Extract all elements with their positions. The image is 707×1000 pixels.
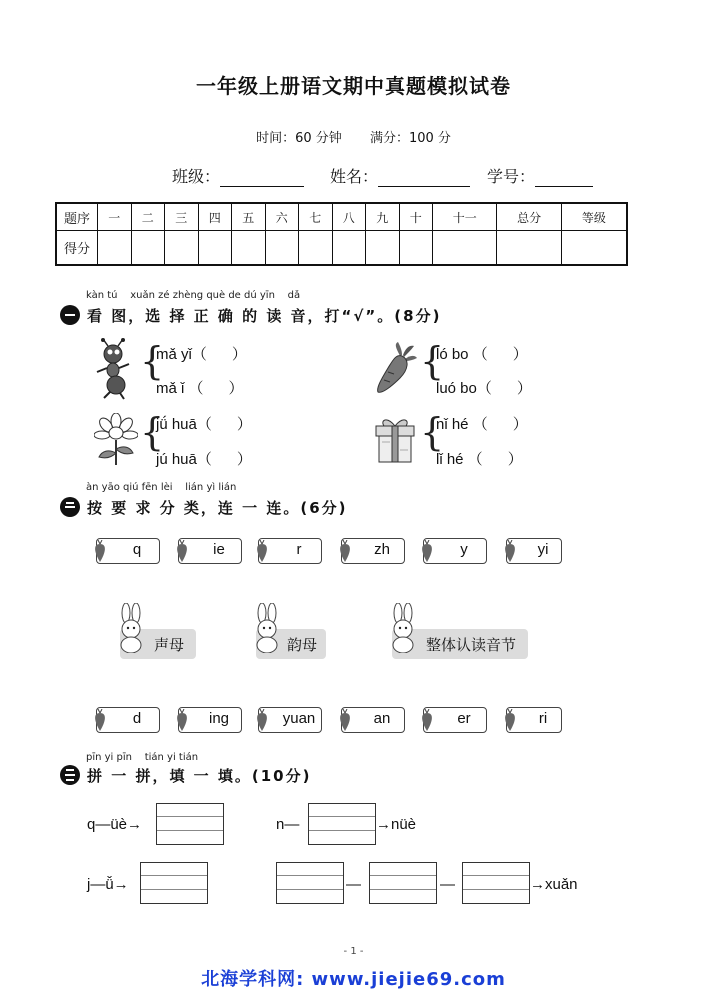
- carrot-icon: [91, 540, 109, 562]
- card-label: er: [457, 710, 471, 727]
- col-head: 五: [232, 203, 266, 231]
- pinyin-card[interactable]: [341, 538, 405, 564]
- carrot-icon: [501, 540, 519, 562]
- section1-title: 看 图，选 择 正 确 的 读 音，打“√”。(8分): [87, 307, 442, 325]
- bunny-icon: [388, 603, 418, 653]
- option[interactable]: mǎ ǐ （ ）: [156, 380, 244, 397]
- id-label: 学号：: [487, 167, 536, 186]
- pinyin-card[interactable]: [96, 707, 160, 733]
- score-cell[interactable]: [366, 231, 400, 266]
- col-head: 十一: [433, 203, 497, 231]
- score-cell[interactable]: [198, 231, 232, 266]
- pinyin-card[interactable]: [258, 707, 322, 733]
- carrot-icon: [336, 709, 354, 731]
- category-finals[interactable]: [256, 629, 326, 659]
- score-cell[interactable]: [561, 231, 627, 266]
- exercise-result: →xuǎn: [530, 876, 578, 893]
- col-head: 十: [399, 203, 433, 231]
- score-cell[interactable]: [265, 231, 299, 266]
- full-score-label: 满分：100 分: [369, 131, 451, 146]
- card-label: yi: [537, 541, 549, 558]
- score-cell[interactable]: [165, 231, 199, 266]
- site-link[interactable]: 北海学科网: www.jiejie69.com: [201, 969, 506, 990]
- carrot-icon: [374, 342, 418, 396]
- score-table: [55, 202, 628, 266]
- class-label: 班级：: [172, 167, 221, 186]
- score-cell[interactable]: [497, 231, 561, 266]
- exam-meta: [0, 127, 707, 146]
- card-label: r: [296, 541, 302, 558]
- section2-title: 按 要 求 分 类，连 一 连。(6分): [87, 499, 348, 517]
- brace-icon: {: [420, 410, 445, 454]
- answer-box[interactable]: [156, 803, 224, 845]
- card-label: y: [460, 541, 468, 558]
- pinyin-card[interactable]: [341, 707, 405, 733]
- answer-box[interactable]: [276, 862, 344, 904]
- carrot-icon: [418, 709, 436, 731]
- pinyin-card[interactable]: [506, 538, 562, 564]
- score-table-header-row: [56, 203, 627, 231]
- col-head: 等级: [561, 203, 627, 231]
- id-blank[interactable]: [535, 170, 593, 187]
- card-label: zh: [374, 541, 390, 558]
- category-label: 韵母: [286, 636, 317, 654]
- option[interactable]: mǎ yǐ（ ）: [156, 346, 247, 363]
- chrysanthemum-icon: [94, 413, 138, 467]
- page-number: - 1 -: [343, 946, 364, 957]
- card-label: q: [132, 541, 142, 558]
- col-head: 三: [165, 203, 199, 231]
- category-label: 声母: [153, 636, 184, 654]
- section-one-badge-icon: [60, 305, 80, 325]
- category-initials[interactable]: [120, 629, 196, 659]
- option[interactable]: jǘ huā（ ）: [156, 416, 252, 433]
- gift-box-icon: [372, 416, 418, 464]
- bunny-icon: [252, 603, 282, 653]
- category-label: 整体认读音节: [425, 636, 516, 654]
- ant-icon: [92, 338, 136, 400]
- option[interactable]: nǐ hé （ ）: [436, 416, 528, 433]
- carrot-icon: [501, 709, 519, 731]
- col-head: 一: [98, 203, 132, 231]
- time-label: 时间：60 分钟: [256, 131, 342, 146]
- score-cell[interactable]: [299, 231, 333, 266]
- score-cell[interactable]: [399, 231, 433, 266]
- col-head: 八: [332, 203, 366, 231]
- option[interactable]: luó bo（ ）: [436, 380, 532, 397]
- card-label: d: [132, 710, 142, 727]
- name-label: 姓名：: [330, 167, 379, 186]
- score-cell[interactable]: [332, 231, 366, 266]
- section3-pinyin: pīn yi pīn tián yi tián: [86, 752, 199, 763]
- option[interactable]: jú huā（ ）: [156, 451, 252, 468]
- pinyin-card[interactable]: [423, 707, 487, 733]
- section-two-badge-icon: [60, 497, 80, 517]
- carrot-icon: [253, 540, 271, 562]
- card-label: ie: [213, 541, 225, 558]
- carrot-icon: [418, 540, 436, 562]
- col-head: 总分: [497, 203, 561, 231]
- score-cell[interactable]: [98, 231, 132, 266]
- exercise-expression: q—üè→: [87, 816, 143, 833]
- score-cell[interactable]: [232, 231, 266, 266]
- card-label: yuan: [282, 710, 316, 727]
- section1-pinyin: kàn tú xuǎn zé zhèng què de dú yīn dǎ: [86, 290, 301, 301]
- section2-pinyin: àn yāo qiú fēn lèi lián yì lián: [86, 482, 237, 493]
- col-head: 六: [265, 203, 299, 231]
- answer-box[interactable]: [308, 803, 376, 845]
- score-cell[interactable]: [433, 231, 497, 266]
- name-blank[interactable]: [378, 170, 470, 187]
- page-title: 一年级上册语文期中真题模拟试卷: [196, 74, 511, 98]
- id-field[interactable]: [487, 164, 593, 187]
- class-field[interactable]: [172, 164, 304, 187]
- col-head: 四: [198, 203, 232, 231]
- pinyin-card[interactable]: [96, 538, 160, 564]
- dash-separator: —: [440, 876, 455, 893]
- pinyin-card[interactable]: [258, 538, 322, 564]
- category-whole-syllables[interactable]: [392, 629, 528, 659]
- brace-icon: {: [140, 410, 165, 454]
- carrot-icon: [91, 709, 109, 731]
- card-label: an: [373, 710, 391, 727]
- pinyin-card[interactable]: [178, 538, 242, 564]
- col-head: 七: [299, 203, 333, 231]
- answer-box[interactable]: [140, 862, 208, 904]
- carrot-icon: [336, 540, 354, 562]
- carrot-icon: [253, 709, 271, 731]
- row-head-order: 题序: [56, 203, 98, 231]
- section3-title: 拼 一 拼，填 一 填。(10分): [87, 767, 312, 785]
- pinyin-card[interactable]: [178, 707, 242, 733]
- card-label: ing: [208, 710, 230, 727]
- score-cell[interactable]: [131, 231, 165, 266]
- score-table-score-row: [56, 231, 627, 266]
- card-label: ri: [538, 710, 548, 727]
- section-three-badge-icon: [60, 765, 80, 785]
- dash-separator: —: [346, 876, 361, 893]
- bunny-icon: [116, 603, 146, 653]
- exercise-expression: j—ǚ→: [87, 876, 129, 893]
- carrot-icon: [173, 540, 191, 562]
- option[interactable]: ló bo （ ）: [436, 346, 528, 363]
- carrot-icon: [173, 709, 191, 731]
- answer-box[interactable]: [462, 862, 530, 904]
- col-head: 九: [366, 203, 400, 231]
- class-blank[interactable]: [220, 170, 304, 187]
- option[interactable]: lǐ hé （ ）: [436, 451, 523, 468]
- col-head: 二: [131, 203, 165, 231]
- exercise-result: →nüè: [376, 816, 417, 833]
- brace-icon: {: [140, 339, 165, 383]
- row-head-score: 得分: [56, 231, 98, 266]
- brace-icon: {: [420, 339, 445, 383]
- name-field[interactable]: [330, 164, 470, 187]
- exercise-expression: n—: [276, 816, 300, 833]
- answer-box[interactable]: [369, 862, 437, 904]
- pinyin-card[interactable]: [423, 538, 487, 564]
- pinyin-card[interactable]: [506, 707, 562, 733]
